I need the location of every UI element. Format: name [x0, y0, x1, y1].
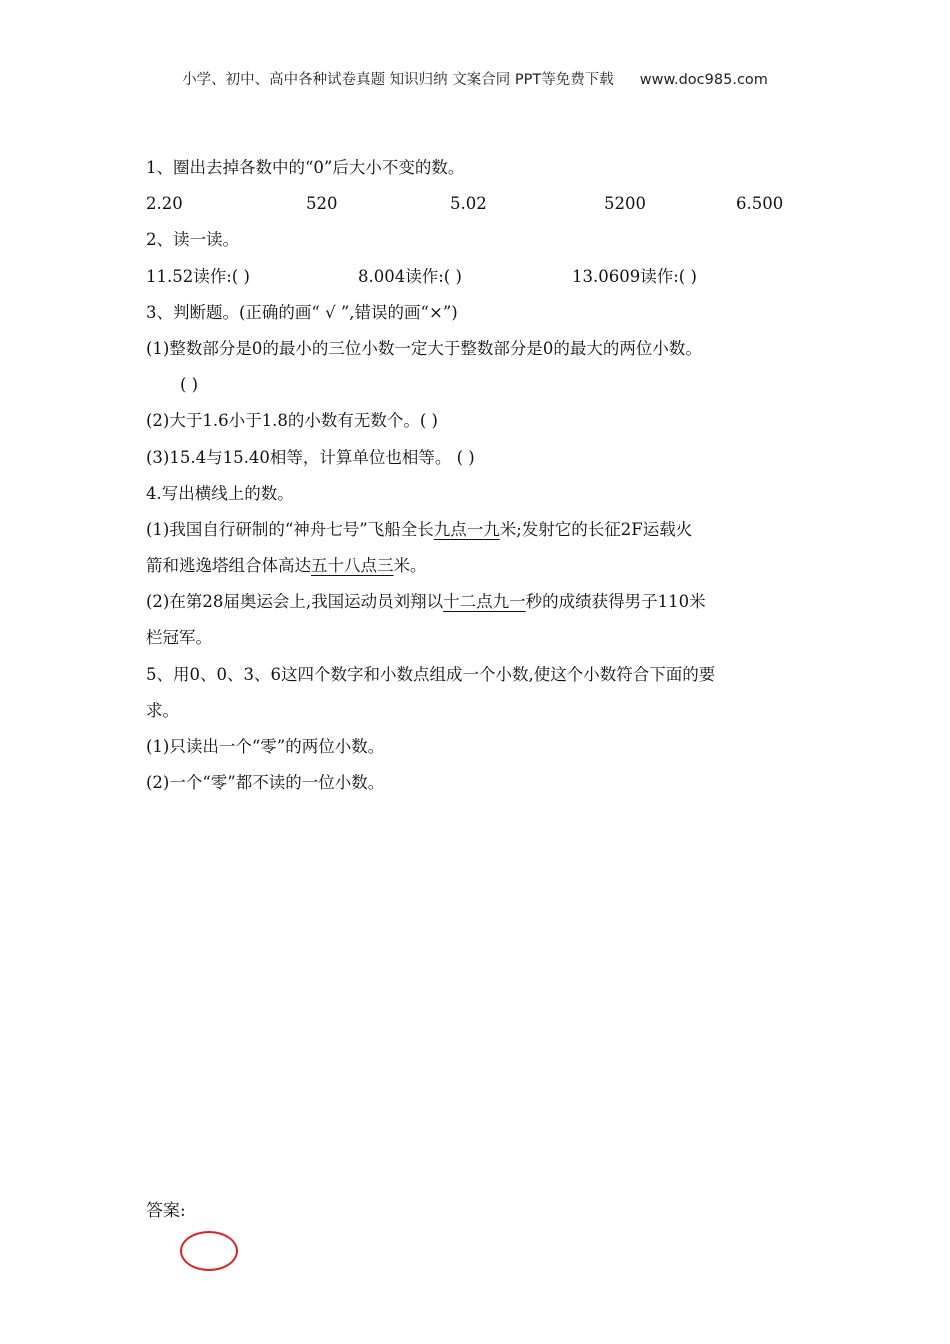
q4-line-1: [146, 512, 816, 548]
q5-statement-2: (2)一个“零”都不读的一位小数。: [146, 773, 385, 793]
q4-text: 秒的成绩获得男子110米: [525, 592, 706, 612]
underlined-number: 九点一九: [433, 519, 500, 539]
q2-item[interactable]: 11.52读作:( ): [146, 266, 250, 286]
q1-number[interactable]: 6.500: [736, 194, 784, 214]
q3-blank-1[interactable]: ( ): [180, 375, 199, 395]
worksheet-body: [146, 150, 816, 801]
underlined-number: 五十八点三: [311, 556, 394, 576]
q4-text: (2)在第28届奥运会上,我国运动员刘翔以: [146, 592, 444, 612]
q2-item[interactable]: 13.0609读作:( ): [572, 266, 697, 286]
q4-line-2: [146, 548, 816, 584]
q3-statement-2: (2)大于1.6小于1.8的小数有无数个。( ): [146, 411, 438, 431]
q1-numbers: [146, 186, 816, 222]
q2-items: [146, 259, 816, 295]
q4-text: 箭和逃逸塔组合体高达: [146, 556, 311, 576]
q3-statement-3: (3)15.4与15.40相等，计算单位也相等。 ( ): [146, 447, 475, 467]
q2-title: 2、读一读。: [146, 230, 239, 250]
q4-text: (1)我国自行研制的“神舟七号”飞船全长: [146, 519, 434, 539]
q5-line-2: 求。: [146, 700, 179, 720]
q2-item[interactable]: 8.004读作:( ): [358, 266, 462, 286]
q4-text: 米;发射它的长征2F运载火: [499, 519, 693, 539]
q1-number[interactable]: 520: [306, 194, 338, 214]
q4-text: 米。: [393, 556, 427, 576]
q4-title: 4.写出横线上的数。: [146, 483, 294, 503]
q4-line-4: 栏冠军。: [146, 628, 212, 648]
header-text: 小学、初中、高中各种试卷真题 知识归纳 文案合同 PPT等免费下载: [182, 72, 614, 88]
answer-label: 答案:: [146, 1201, 186, 1221]
underlined-number: 十二点九一: [443, 592, 526, 612]
q4-line-3: [146, 584, 816, 620]
q3-title: 3、判断题。(正确的画“ √ ”,错误的画“×”): [146, 302, 458, 322]
q1-number[interactable]: 5200: [604, 194, 646, 214]
q5-line-1: 5、用0、0、3、6这四个数字和小数点组成一个小数,使这个小数符合下面的要: [146, 664, 716, 684]
q3-statement-1: (1)整数部分是0的最小的三位小数一定大于整数部分是0的最大的两位小数。: [146, 338, 702, 358]
page-header: [0, 68, 950, 89]
q1-title: 1、圈出去掉各数中的“0”后大小不变的数。: [146, 158, 465, 177]
q1-number[interactable]: 2.20: [146, 194, 183, 214]
header-url[interactable]: www.doc985.com: [639, 72, 768, 88]
q1-number[interactable]: 5.02: [450, 194, 487, 214]
red-circle-mark: [180, 1231, 238, 1271]
q5-statement-1: (1)只读出一个“零”的两位小数。: [146, 737, 385, 756]
